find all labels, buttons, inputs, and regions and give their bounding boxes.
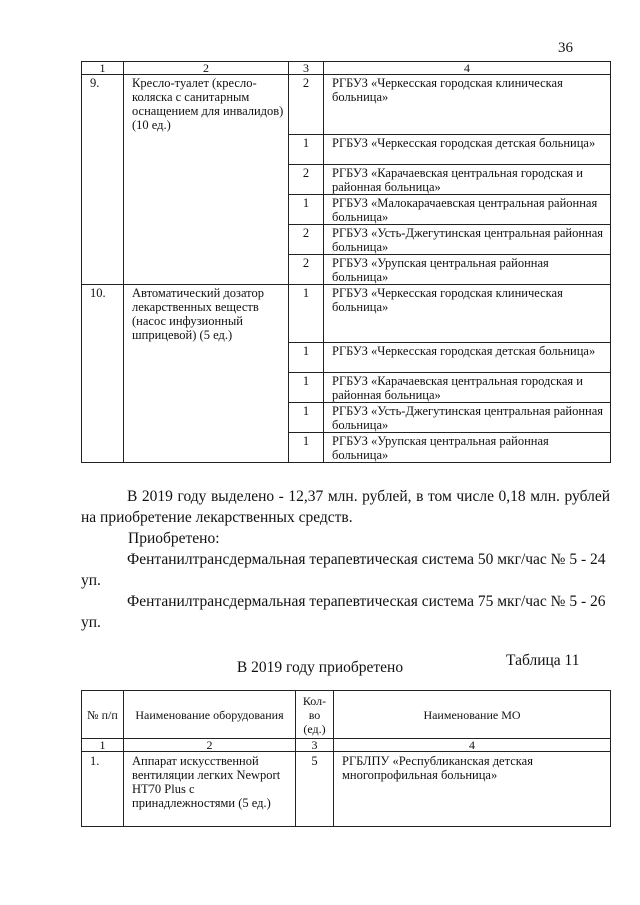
equipment-name: Кресло-туалет (кресло-коляска с санитарным оснащением для инвалидов) (10 ед.) xyxy=(124,75,289,285)
row-number: 10. xyxy=(82,285,124,463)
quantity-cell: 1 xyxy=(289,433,324,463)
column-header-equipment: Наименование оборудования xyxy=(124,691,296,739)
table-caption: Таблица 11 xyxy=(506,652,580,669)
table-header-row xyxy=(82,691,611,739)
organization-cell: РГБУЗ «Урупская центральная районная больница» xyxy=(324,433,611,463)
column-number: 4 xyxy=(324,62,611,75)
equipment-name: Автоматический дозатор лекарственных веществ (насос инфузионный шприцевой) (5 ед.) xyxy=(124,285,289,463)
column-header-quantity: Кол-во (ед.) xyxy=(296,691,334,739)
quantity-cell: 2 xyxy=(289,75,324,135)
organization-cell: РГБУЗ «Карачаевская центральная городская и районная больница» xyxy=(324,373,611,403)
quantity-cell: 1 xyxy=(289,195,324,225)
column-number: 2 xyxy=(124,739,296,752)
organization-cell: РГБУЗ «Карачаевская центральная городская и районная больница» xyxy=(324,165,611,195)
column-number: 3 xyxy=(296,739,334,752)
quantity-cell: 5 xyxy=(296,752,334,827)
quantity-cell: 2 xyxy=(289,225,324,255)
table-heading: В 2019 году приобретено xyxy=(236,659,404,676)
equipment-distribution-table xyxy=(81,61,611,463)
organization-cell: РГБЛПУ «Республиканская детская многопрофильная больница» xyxy=(334,752,611,827)
row-number: 1. xyxy=(82,752,124,827)
table-row xyxy=(82,285,611,343)
column-number: 3 xyxy=(289,62,324,75)
column-header-number: № п/п xyxy=(82,691,124,739)
purchased-label: Приобретено: xyxy=(128,530,220,547)
funding-paragraph: В 2019 году выделено - 12,37 млн. рублей, в том числе 0,18 млн. рублей на приобретение лекарственных средств. xyxy=(81,488,610,526)
purchase-item-paragraph: Фентанилтрансдермальная терапевтическая система 50 мкг/час № 5 - 24 уп. xyxy=(81,551,606,589)
equipment-name: Аппарат искусственной вентиляции легких Newport HT70 Plus с принадлежностями (5 ед.) xyxy=(124,752,296,827)
organization-cell: РГБУЗ «Малокарачаевская центральная районная больница» xyxy=(324,195,611,225)
organization-cell: РГБУЗ «Усть-Джегутинская центральная районная больница» xyxy=(324,403,611,433)
quantity-cell: 2 xyxy=(289,255,324,285)
column-header-organization: Наименование МО xyxy=(334,691,611,739)
row-number: 9. xyxy=(82,75,124,285)
column-number: 4 xyxy=(334,739,611,752)
quantity-cell: 1 xyxy=(289,343,324,373)
table-row xyxy=(82,752,611,827)
organization-cell: РГБУЗ «Черкесская городская детская больница» xyxy=(324,343,611,373)
quantity-cell: 2 xyxy=(289,165,324,195)
quantity-cell: 1 xyxy=(289,403,324,433)
organization-cell: РГБУЗ «Черкесская городская детская больница» xyxy=(324,135,611,165)
quantity-cell: 1 xyxy=(289,373,324,403)
quantity-cell: 1 xyxy=(289,285,324,343)
organization-cell: РГБУЗ «Черкесская городская клиническая больница» xyxy=(324,285,611,343)
table-row xyxy=(82,75,611,135)
column-number: 1 xyxy=(82,62,124,75)
purchase-item-paragraph: Фентанилтрансдермальная терапевтическая система 75 мкг/час № 5 - 26 уп. xyxy=(81,593,606,631)
organization-cell: РГБУЗ «Черкесская городская клиническая больница» xyxy=(324,75,611,135)
quantity-cell: 1 xyxy=(289,135,324,165)
column-numbers-row xyxy=(82,739,611,752)
table-header-row xyxy=(82,62,611,75)
page-number: 36 xyxy=(558,40,573,56)
column-number: 1 xyxy=(82,739,124,752)
column-number: 2 xyxy=(124,62,289,75)
purchased-equipment-table xyxy=(81,690,611,827)
organization-cell: РГБУЗ «Усть-Джегутинская центральная районная больница» xyxy=(324,225,611,255)
organization-cell: РГБУЗ «Урупская центральная районная больница» xyxy=(324,255,611,285)
